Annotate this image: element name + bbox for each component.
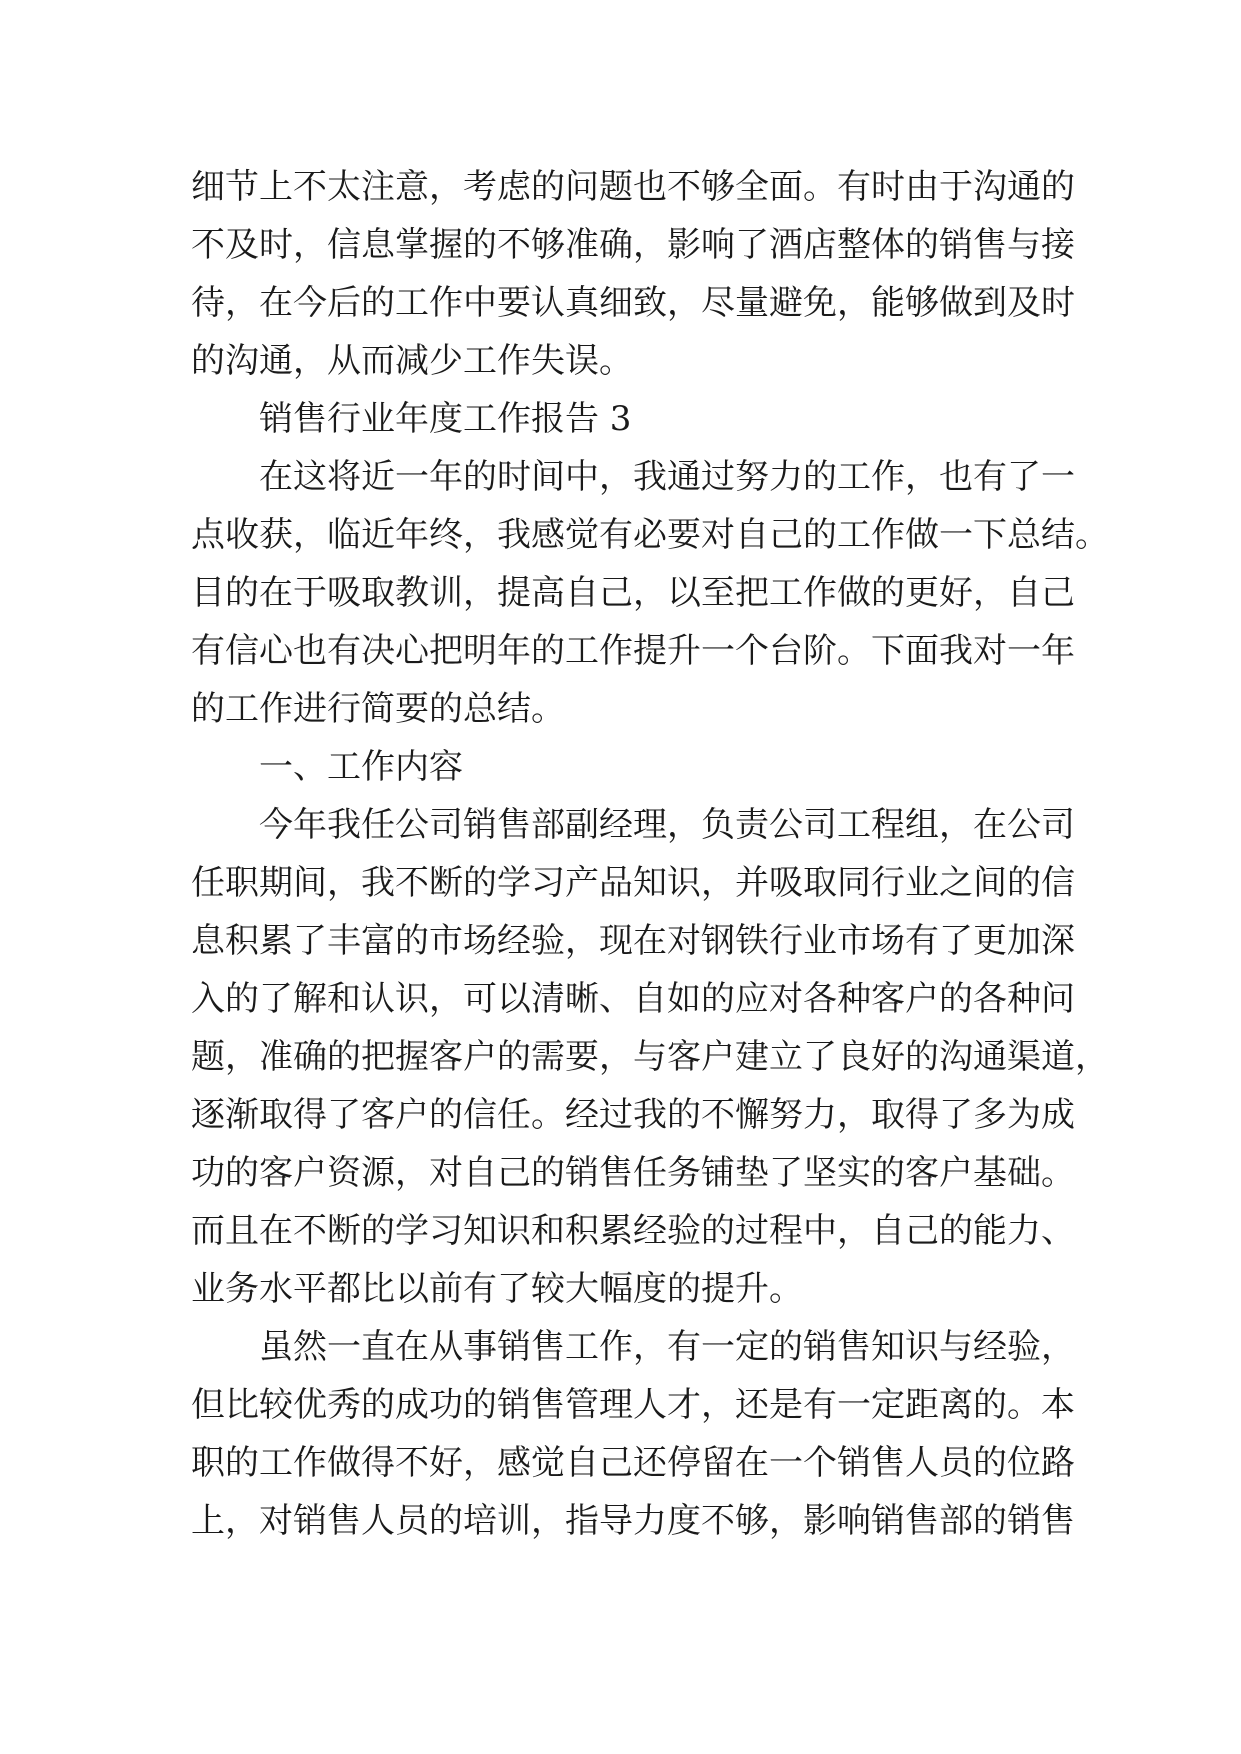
subsection-heading: 一、工作内容 (259, 747, 463, 787)
text-line: 有信心也有决心把明年的工作提升一个台阶。下面我对一年 (191, 631, 1075, 671)
text-line: 职的工作做得不好，感觉自己还停留在一个销售人员的位路 (191, 1443, 1075, 1483)
text-line: 功的客户资源，对自己的销售任务铺垫了坚实的客户基础。 (191, 1153, 1075, 1193)
text-line: 业务水平都比以前有了较大幅度的提升。 (191, 1269, 803, 1309)
text-line: 待，在今后的工作中要认真细致，尽量避免，能够做到及时 (191, 283, 1075, 323)
text-line: 但比较优秀的成功的销售管理人才，还是有一定距离的。本 (191, 1385, 1075, 1425)
text-line: 上，对销售人员的培训，指导力度不够，影响销售部的销售 (191, 1501, 1075, 1541)
text-line: 入的了解和认识，可以清晰、自如的应对各种客户的各种问 (191, 979, 1075, 1019)
text-line: 而且在不断的学习知识和积累经验的过程中，自己的能力、 (191, 1211, 1075, 1251)
text-line: 息积累了丰富的市场经验，现在对钢铁行业市场有了更加深 (191, 921, 1075, 961)
text-line: 的沟通，从而减少工作失误。 (191, 341, 633, 381)
text-line: 今年我任公司销售部副经理，负责公司工程组，在公司 (259, 805, 1075, 845)
section-heading: 销售行业年度工作报告 3 (259, 399, 632, 439)
text-line: 细节上不太注意，考虑的问题也不够全面。有时由于沟通的 (191, 167, 1075, 207)
text-line: 在这将近一年的时间中，我通过努力的工作，也有了一 (259, 457, 1075, 497)
text-line: 题，准确的把握客户的需要，与客户建立了良好的沟通渠道， (191, 1037, 1109, 1077)
text-line: 不及时，信息掌握的不够准确，影响了酒店整体的销售与接 (191, 225, 1075, 265)
text-line: 虽然一直在从事销售工作，有一定的销售知识与经验， (259, 1327, 1075, 1367)
text-line: 的工作进行简要的总结。 (191, 689, 565, 729)
text-line: 任职期间，我不断的学习产品知识，并吸取同行业之间的信 (191, 863, 1075, 903)
text-line: 点收获，临近年终，我感觉有必要对自己的工作做一下总结。 (191, 515, 1109, 555)
text-line: 目的在于吸取教训，提高自己，以至把工作做的更好，自己 (191, 573, 1075, 613)
text-line: 逐渐取得了客户的信任。经过我的不懈努力，取得了多为成 (191, 1095, 1075, 1135)
